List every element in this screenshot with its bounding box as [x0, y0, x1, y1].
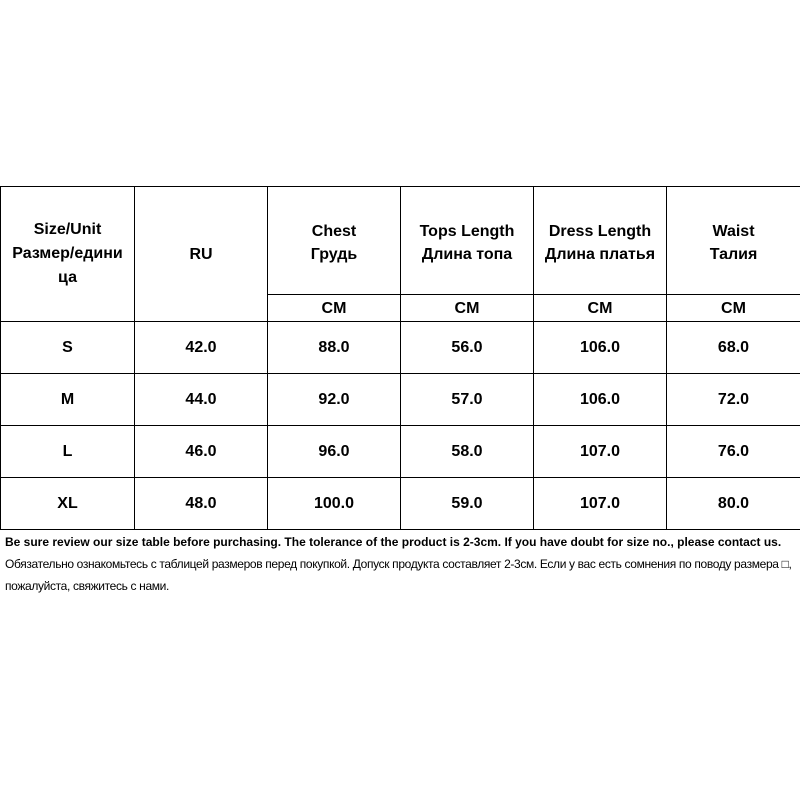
cell-dress-length: 107.0 — [534, 426, 667, 478]
header-size-unit — [1, 187, 135, 322]
header-size-unit-ru-cont: ца — [58, 269, 77, 286]
header-size-unit-en: Size/Unit — [33, 221, 102, 238]
header-chest-en: Chest — [311, 222, 357, 240]
note-russian: Обязательно ознакомьтесь с таблицей размеров перед покупкой. Допуск продукта составляет 2-3см. Если у вас есть сомнения по поводу размера □, пожалуйста, свяжитесь с нами. — [5, 557, 792, 593]
table-row — [1, 322, 800, 374]
cell-chest: 88.0 — [268, 322, 401, 374]
table-header-row — [1, 187, 800, 295]
cell-ru: 46.0 — [135, 426, 268, 478]
cell-chest: 96.0 — [268, 426, 401, 478]
cell-dress-length: 107.0 — [534, 478, 667, 530]
header-tops-length-en: Tops Length — [419, 222, 515, 240]
cell-waist: 68.0 — [667, 322, 800, 374]
cell-waist: 80.0 — [667, 478, 800, 530]
header-waist-ru: Талия — [709, 245, 758, 263]
header-dress-length — [534, 187, 667, 295]
table-row — [1, 374, 800, 426]
table-row — [1, 426, 800, 478]
cell-size: S — [1, 322, 135, 374]
header-chest — [268, 187, 401, 295]
unit-waist: CM — [667, 295, 800, 322]
cell-chest: 100.0 — [268, 478, 401, 530]
cell-tops-length: 57.0 — [401, 374, 534, 426]
header-dress-length-ru: Длина платья — [544, 245, 656, 263]
header-tops-length-ru: Длина топа — [421, 245, 513, 263]
cell-size: L — [1, 426, 135, 478]
cell-size: M — [1, 374, 135, 426]
cell-waist: 76.0 — [667, 426, 800, 478]
header-dress-length-en: Dress Length — [548, 222, 652, 240]
unit-tops-length: CM — [401, 295, 534, 322]
header-waist-en: Waist — [712, 222, 755, 240]
cell-tops-length: 58.0 — [401, 426, 534, 478]
unit-dress-length: CM — [534, 295, 667, 322]
header-tops-length — [401, 187, 534, 295]
cell-tops-length: 59.0 — [401, 478, 534, 530]
note-english: Be sure review our size table before purchasing. The tolerance of the product is 2-3cm. If you have doubt for size no., please contact us. — [5, 535, 782, 549]
cell-waist: 72.0 — [667, 374, 800, 426]
size-notes — [5, 531, 797, 597]
cell-tops-length: 56.0 — [401, 322, 534, 374]
size-table — [0, 186, 800, 530]
cell-chest: 92.0 — [268, 374, 401, 426]
table-row — [1, 478, 800, 530]
cell-ru: 48.0 — [135, 478, 268, 530]
cell-ru: 44.0 — [135, 374, 268, 426]
header-waist — [667, 187, 800, 295]
header-size-unit-ru: Размер/едини — [12, 245, 123, 262]
header-chest-ru: Грудь — [310, 245, 358, 263]
cell-dress-length: 106.0 — [534, 322, 667, 374]
unit-chest: CM — [268, 295, 401, 322]
cell-ru: 42.0 — [135, 322, 268, 374]
header-ru: RU — [135, 187, 268, 322]
cell-size: XL — [1, 478, 135, 530]
cell-dress-length: 106.0 — [534, 374, 667, 426]
